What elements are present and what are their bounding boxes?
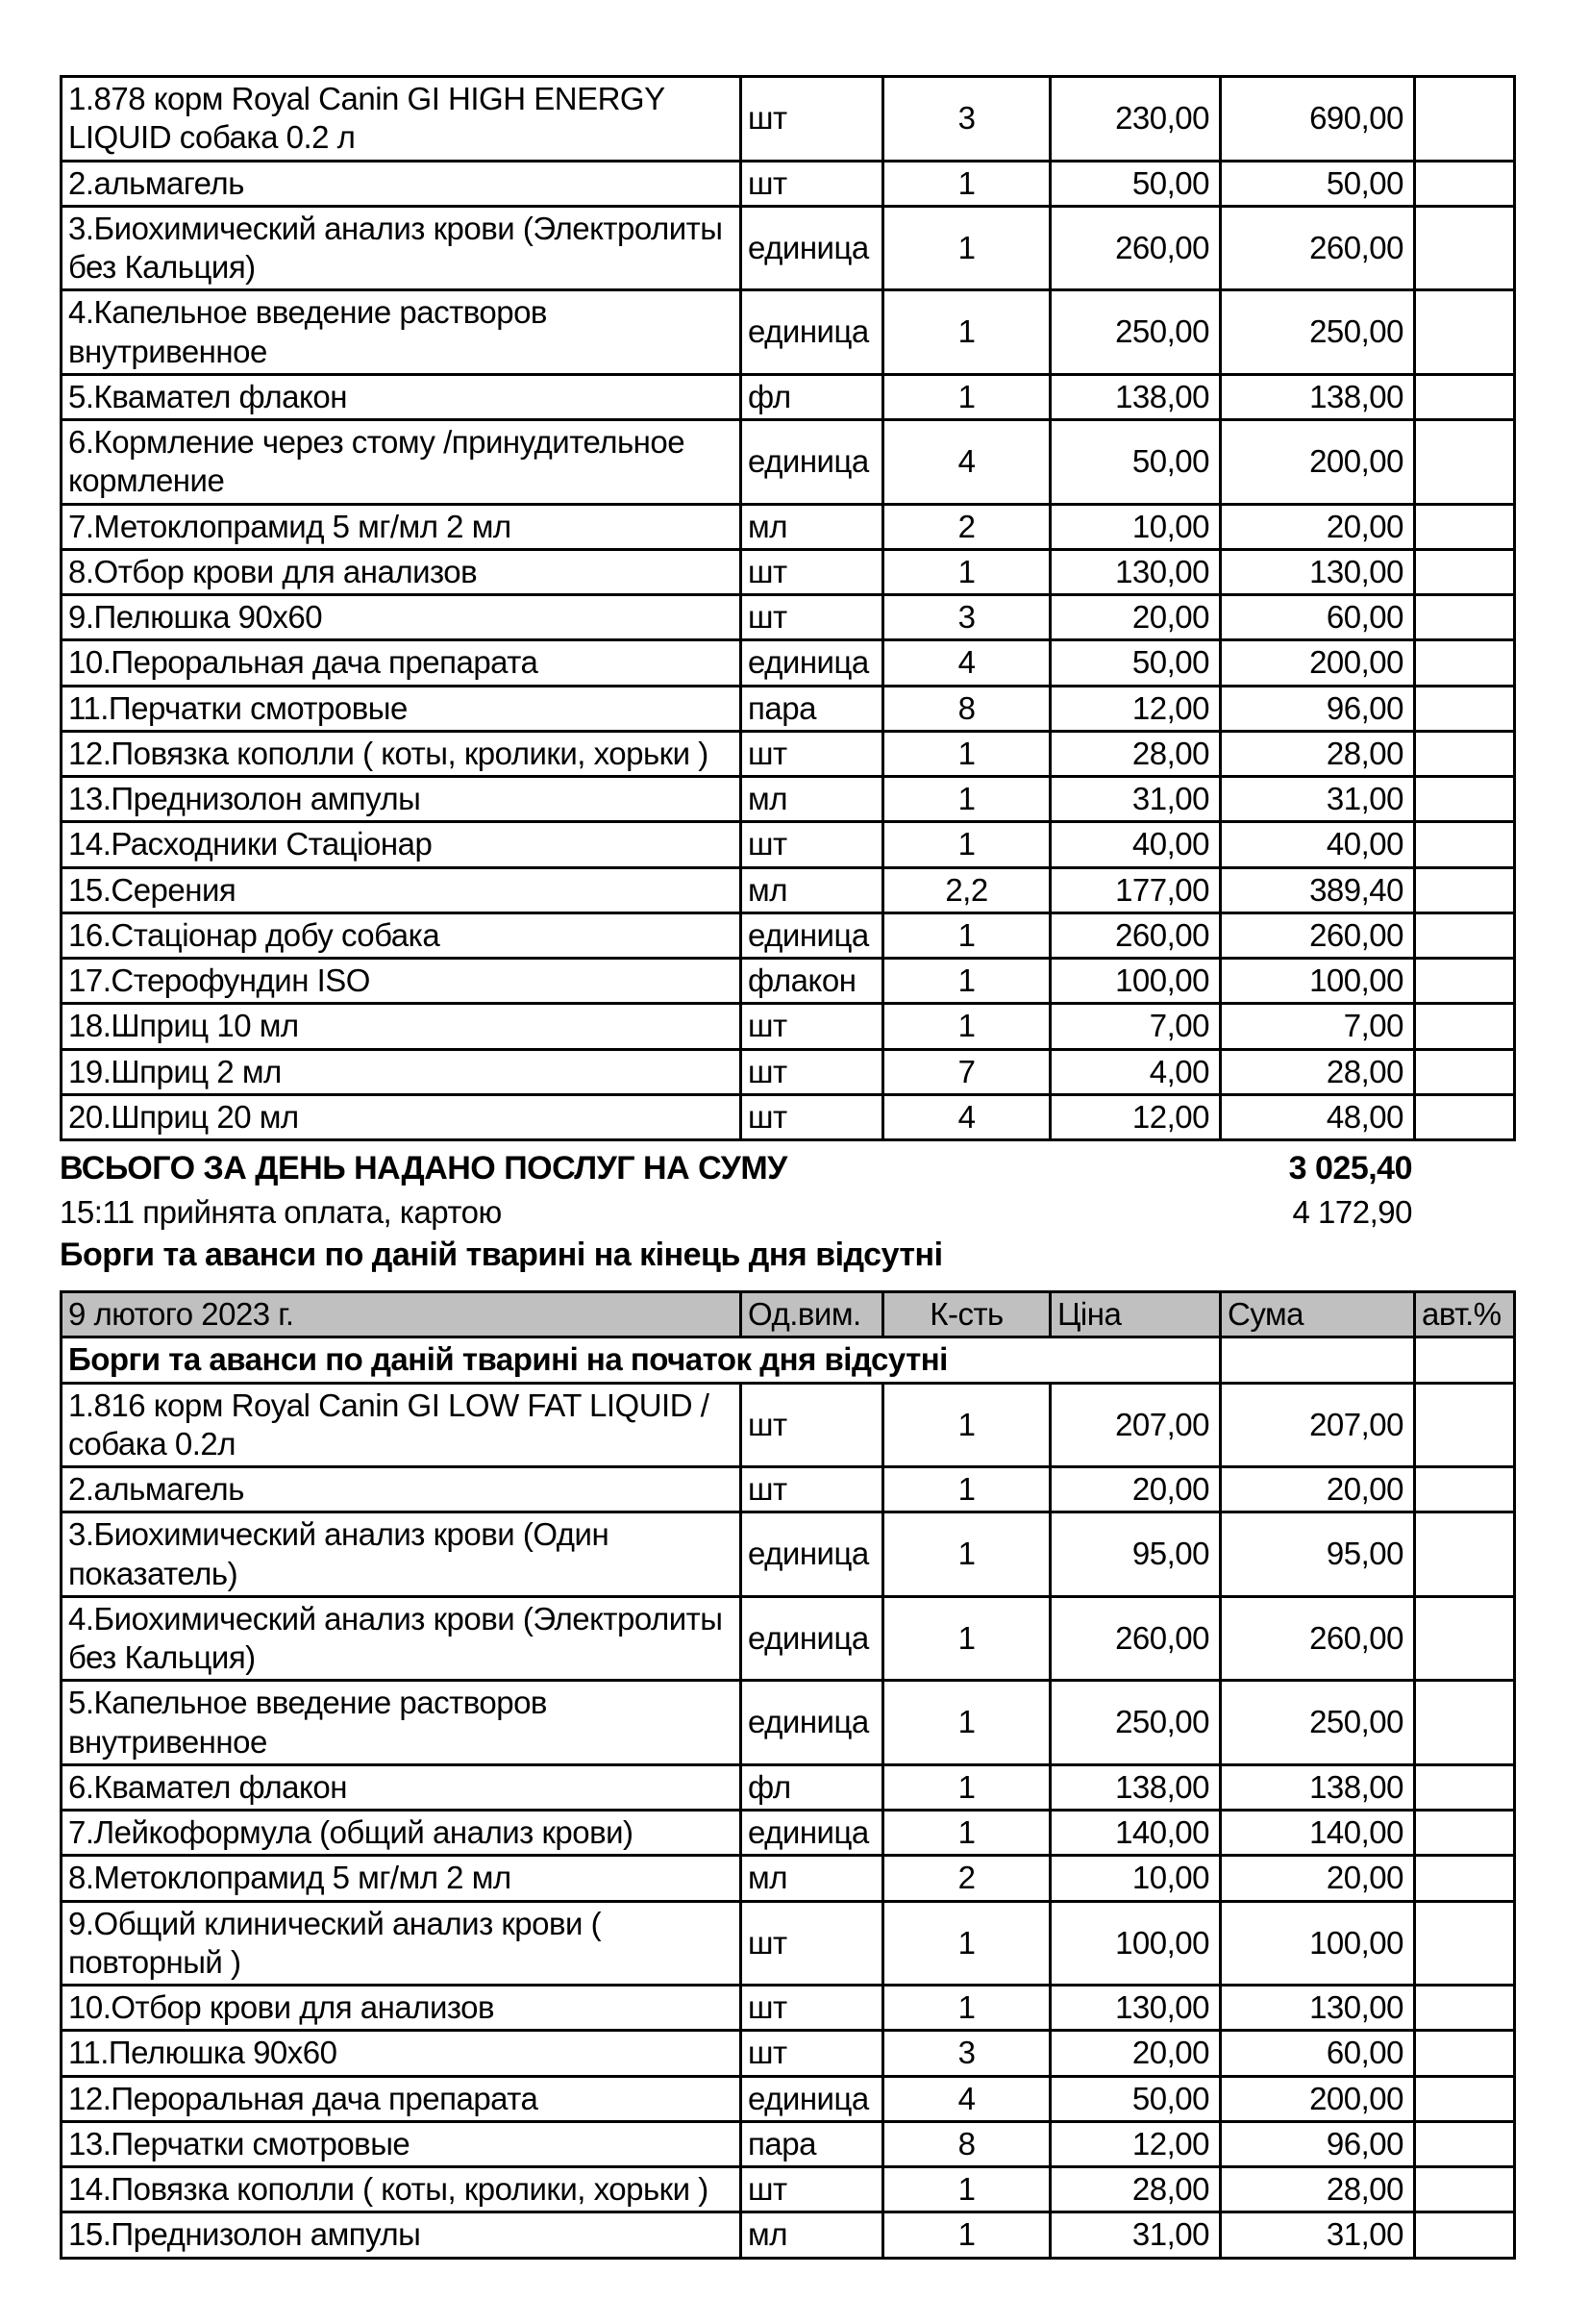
sum-cell: 60,00 [1221,2031,1415,2076]
item-name-cell: 14.Повязка кополли ( коты, кролики, хорьки ) [62,2167,741,2212]
services-table [60,75,1516,1141]
sum-cell: 207,00 [1221,1383,1415,1467]
sum-cell [1221,1337,1415,1383]
table-row [62,1811,1515,1856]
unit-cell: единица [741,1596,883,1681]
debts-end-note: Борги та аванси по даній тварині на кінець дня відсутні [60,1237,943,1273]
price-cell: 95,00 [1051,1512,1221,1597]
unit-cell: мл [741,504,883,549]
table-row [62,206,1515,290]
item-name-cell: 19.Шприц 2 мл [62,1049,741,1094]
price-cell: 7,00 [1051,1004,1221,1049]
auto-percent-cell [1415,1049,1515,1094]
qty-cell: 8 [883,2121,1051,2166]
table-row [62,822,1515,867]
price-cell: 10,00 [1051,1856,1221,1901]
table-row [62,731,1515,776]
item-name-cell: 13.Преднизолон ампулы [62,777,741,822]
sum-cell: 138,00 [1221,374,1415,419]
sum-cell: 96,00 [1221,2121,1415,2166]
table-row [62,1004,1515,1049]
price-cell: 50,00 [1051,420,1221,505]
item-name-cell: 5.Квамател флакон [62,374,741,419]
unit-cell: шт [741,1986,883,2031]
qty-cell: 1 [883,161,1051,206]
price-cell: 100,00 [1051,1901,1221,1986]
price-cell: 250,00 [1051,290,1221,375]
qty-cell: 2 [883,504,1051,549]
price-cell: 140,00 [1051,1811,1221,1856]
unit-cell: шт [741,161,883,206]
sum-cell: 20,00 [1221,1856,1415,1901]
debts-start-label: Борги та аванси по даній тварині на початок дня відсутні [62,1337,1221,1383]
unit-cell: шт [741,731,883,776]
unit-cell: фл [741,1764,883,1810]
price-cell: 138,00 [1051,374,1221,419]
auto-percent-cell [1415,1094,1515,1139]
table-row [62,777,1515,822]
table-row [62,2031,1515,2076]
qty-cell: 1 [883,912,1051,958]
price-cell: 230,00 [1051,77,1221,162]
auto-percent-cell [1415,1383,1515,1467]
price-cell: 138,00 [1051,1764,1221,1810]
auto-header-cell: авт.% [1415,1292,1515,1337]
auto-percent-cell [1415,420,1515,505]
qty-cell: 1 [883,2212,1051,2258]
payment-label: 15:11 прийнята оплата, картою [60,1193,502,1230]
price-cell: 177,00 [1051,867,1221,912]
sum-cell: 31,00 [1221,2212,1415,2258]
table-row [62,2121,1515,2166]
auto-percent-cell [1415,206,1515,290]
item-name-cell: 15.Серения [62,867,741,912]
unit-cell: мл [741,867,883,912]
unit-cell: единица [741,290,883,375]
unit-cell: шт [741,2167,883,2212]
item-name-cell: 9.Пелюшка 90х60 [62,595,741,640]
sum-cell: 200,00 [1221,420,1415,505]
price-cell: 50,00 [1051,640,1221,686]
qty-cell: 3 [883,595,1051,640]
table-row [62,2076,1515,2121]
item-name-cell: 20.Шприц 20 мл [62,1094,741,1139]
qty-cell: 1 [883,731,1051,776]
sum-cell: 28,00 [1221,1049,1415,1094]
item-name-cell: 12.Повязка кополли ( коты, кролики, хорьки ) [62,731,741,776]
item-name-cell: 14.Расходники Стаціонар [62,822,741,867]
unit-cell: мл [741,2212,883,2258]
unit-cell: единица [741,640,883,686]
sum-cell: 260,00 [1221,206,1415,290]
sum-cell: 200,00 [1221,2076,1415,2121]
auto-percent-cell [1415,822,1515,867]
item-name-cell: 8.Отбор крови для анализов [62,549,741,594]
auto-percent-cell [1415,595,1515,640]
auto-percent-cell [1415,1681,1515,1765]
qty-cell: 1 [883,1811,1051,1856]
qty-cell: 1 [883,1901,1051,1986]
price-cell: 31,00 [1051,2212,1221,2258]
unit-cell: единица [741,1811,883,1856]
qty-header-cell: К-сть [883,1292,1051,1337]
auto-percent-cell [1415,374,1515,419]
table-row [62,1986,1515,2031]
sum-cell: 28,00 [1221,731,1415,776]
table-row [62,420,1515,505]
auto-percent-cell [1415,1856,1515,1901]
item-name-cell: 2.альмагель [62,1467,741,1512]
price-cell: 31,00 [1051,777,1221,822]
qty-cell: 1 [883,1764,1051,1810]
qty-cell: 1 [883,206,1051,290]
unit-header-cell: Од.вим. [741,1292,883,1337]
item-name-cell: 18.Шприц 10 мл [62,1004,741,1049]
qty-cell: 1 [883,1467,1051,1512]
price-cell: 260,00 [1051,912,1221,958]
auto-percent-cell [1415,959,1515,1004]
unit-cell: шт [741,1383,883,1467]
table-row [62,549,1515,594]
payment-value: 4 172,90 [1292,1193,1412,1230]
sum-cell: 130,00 [1221,549,1415,594]
auto-percent-cell [1415,731,1515,776]
qty-cell: 2 [883,1856,1051,1901]
price-cell: 20,00 [1051,1467,1221,1512]
auto-percent-cell [1415,1512,1515,1597]
auto-percent-cell [1415,2121,1515,2166]
qty-cell: 1 [883,290,1051,375]
unit-cell: шт [741,595,883,640]
daily-total-value: 3 025,40 [1288,1150,1412,1187]
qty-cell: 1 [883,822,1051,867]
item-name-cell: 1.816 корм Royal Canin GI LOW FAT LIQUID / собака 0.2л [62,1383,741,1467]
item-name-cell: 10.Отбор крови для анализов [62,1986,741,2031]
auto-percent-cell [1415,640,1515,686]
auto-percent-cell [1415,2212,1515,2258]
qty-cell: 1 [883,1004,1051,1049]
item-name-cell: 12.Пероральная дача препарата [62,2076,741,2121]
qty-cell: 4 [883,2076,1051,2121]
price-cell: 260,00 [1051,206,1221,290]
sum-cell: 20,00 [1221,1467,1415,1512]
unit-cell: шт [741,1049,883,1094]
price-cell: 130,00 [1051,1986,1221,2031]
qty-cell: 1 [883,1596,1051,1681]
table-row [62,912,1515,958]
item-name-cell: 7.Метоклопрамид 5 мг/мл 2 мл [62,504,741,549]
sum-cell: 60,00 [1221,595,1415,640]
table-row [62,504,1515,549]
sum-cell: 96,00 [1221,686,1415,731]
qty-cell: 1 [883,959,1051,1004]
table-row [62,290,1515,375]
table-row [62,374,1515,419]
auto-percent-cell [1415,777,1515,822]
item-name-cell: 4.Капельное введение растворов внутривенное [62,290,741,375]
table-row [62,959,1515,1004]
auto-percent-cell [1415,1004,1515,1049]
price-cell: 20,00 [1051,2031,1221,2076]
table-row [62,1383,1515,1467]
price-cell: 10,00 [1051,504,1221,549]
auto-percent-cell [1415,1986,1515,2031]
daily-total-label: ВСЬОГО ЗА ДЕНЬ НАДАНО ПОСЛУГ НА СУМУ [60,1150,787,1187]
sum-cell: 100,00 [1221,959,1415,1004]
unit-cell: единица [741,206,883,290]
price-cell: 12,00 [1051,2121,1221,2166]
sum-cell: 690,00 [1221,77,1415,162]
sum-cell: 250,00 [1221,290,1415,375]
table-row [62,1049,1515,1094]
table-row [62,1596,1515,1681]
table-row [62,1094,1515,1139]
sum-cell: 260,00 [1221,912,1415,958]
sum-cell: 20,00 [1221,504,1415,549]
table-row [62,2212,1515,2258]
qty-cell: 1 [883,1383,1051,1467]
unit-cell: пара [741,686,883,731]
item-name-cell: 6.Квамател флакон [62,1764,741,1810]
day-summary [60,1147,1513,1277]
auto-percent-cell [1415,1596,1515,1681]
table-row [62,1901,1515,1986]
price-cell: 50,00 [1051,161,1221,206]
unit-cell: единица [741,420,883,505]
price-cell: 100,00 [1051,959,1221,1004]
item-name-cell: 1.878 корм Royal Canin GI HIGH ENERGY LIQUID собака 0.2 л [62,77,741,162]
unit-cell: флакон [741,959,883,1004]
item-name-cell: 9.Общий клинический анализ крови ( повторный ) [62,1901,741,1986]
unit-cell: мл [741,777,883,822]
item-name-cell: 11.Пелюшка 90х60 [62,2031,741,2076]
qty-cell: 1 [883,1681,1051,1765]
unit-cell: шт [741,822,883,867]
auto-percent-cell [1415,290,1515,375]
daily-total-line [60,1147,1513,1190]
qty-cell: 1 [883,777,1051,822]
unit-cell: единица [741,1512,883,1597]
auto-percent-cell [1415,1337,1515,1383]
table-row [62,1512,1515,1597]
price-cell: 207,00 [1051,1383,1221,1467]
sum-cell: 31,00 [1221,777,1415,822]
sum-cell: 50,00 [1221,161,1415,206]
table-row [62,77,1515,162]
sum-cell: 130,00 [1221,1986,1415,2031]
auto-percent-cell [1415,2167,1515,2212]
price-cell: 28,00 [1051,731,1221,776]
sum-cell: 7,00 [1221,1004,1415,1049]
sum-cell: 100,00 [1221,1901,1415,1986]
qty-cell: 4 [883,640,1051,686]
auto-percent-cell [1415,549,1515,594]
qty-cell: 1 [883,374,1051,419]
auto-percent-cell [1415,161,1515,206]
item-name-cell: 3.Биохимический анализ крови (Один показатель) [62,1512,741,1597]
qty-cell: 3 [883,77,1051,162]
price-cell: 4,00 [1051,1049,1221,1094]
table-row [62,161,1515,206]
sum-cell: 140,00 [1221,1811,1415,1856]
auto-percent-cell [1415,2076,1515,2121]
item-name-cell: 13.Перчатки смотровые [62,2121,741,2166]
table-row [62,1467,1515,1512]
sum-cell: 48,00 [1221,1094,1415,1139]
price-cell: 12,00 [1051,686,1221,731]
payment-line [60,1190,1513,1234]
unit-cell: фл [741,374,883,419]
auto-percent-cell [1415,1901,1515,1986]
qty-cell: 2,2 [883,867,1051,912]
unit-cell: шт [741,1094,883,1139]
price-cell: 250,00 [1051,1681,1221,1765]
unit-cell: шт [741,549,883,594]
auto-percent-cell [1415,2031,1515,2076]
unit-cell: единица [741,912,883,958]
qty-cell: 8 [883,686,1051,731]
price-cell: 50,00 [1051,2076,1221,2121]
auto-percent-cell [1415,686,1515,731]
table-row [62,867,1515,912]
sum-cell: 40,00 [1221,822,1415,867]
item-name-cell: 3.Биохимический анализ крови (Электролиты без Кальция) [62,206,741,290]
qty-cell: 4 [883,420,1051,505]
debts-start-row [62,1337,1515,1383]
price-cell: 12,00 [1051,1094,1221,1139]
item-name-cell: 15.Преднизолон ампулы [62,2212,741,2258]
item-name-cell: 11.Перчатки смотровые [62,686,741,731]
auto-percent-cell [1415,1764,1515,1810]
date-header-cell: 9 лютого 2023 г. [62,1292,741,1337]
unit-cell: шт [741,1901,883,1986]
qty-cell: 1 [883,549,1051,594]
price-cell: 28,00 [1051,2167,1221,2212]
sum-cell: 200,00 [1221,640,1415,686]
table-row [62,1764,1515,1810]
table-row [62,595,1515,640]
qty-cell: 1 [883,2167,1051,2212]
history-header-row [62,1292,1515,1337]
item-name-cell: 8.Метоклопрамид 5 мг/мл 2 мл [62,1856,741,1901]
auto-percent-cell [1415,504,1515,549]
unit-cell: единица [741,2076,883,2121]
qty-cell: 1 [883,1512,1051,1597]
qty-cell: 4 [883,1094,1051,1139]
item-name-cell: 4.Биохимический анализ крови (Электролиты без Кальция) [62,1596,741,1681]
sum-cell: 138,00 [1221,1764,1415,1810]
table-row [62,1856,1515,1901]
auto-percent-cell [1415,912,1515,958]
auto-percent-cell [1415,1811,1515,1856]
unit-cell: единица [741,1681,883,1765]
item-name-cell: 2.альмагель [62,161,741,206]
qty-cell: 7 [883,1049,1051,1094]
table-row [62,1681,1515,1765]
price-cell: 260,00 [1051,1596,1221,1681]
unit-cell: мл [741,1856,883,1901]
price-cell: 40,00 [1051,822,1221,867]
unit-cell: шт [741,1004,883,1049]
auto-percent-cell [1415,77,1515,162]
item-name-cell: 6.Кормление через стому /принудительное кормление [62,420,741,505]
table-row [62,640,1515,686]
sum-cell: 250,00 [1221,1681,1415,1765]
sum-cell: 28,00 [1221,2167,1415,2212]
sum-cell: 95,00 [1221,1512,1415,1597]
qty-cell: 3 [883,2031,1051,2076]
item-name-cell: 7.Лейкоформула (общий анализ крови) [62,1811,741,1856]
item-name-cell: 5.Капельное введение растворов внутривенное [62,1681,741,1765]
unit-cell: шт [741,77,883,162]
sum-header-cell: Сума [1221,1292,1415,1337]
qty-cell: 1 [883,1986,1051,2031]
price-header-cell: Ціна [1051,1292,1221,1337]
auto-percent-cell [1415,1467,1515,1512]
table-row [62,2167,1515,2212]
auto-percent-cell [1415,867,1515,912]
item-name-cell: 17.Стерофундин ISO [62,959,741,1004]
price-cell: 130,00 [1051,549,1221,594]
sum-cell: 260,00 [1221,1596,1415,1681]
item-name-cell: 10.Пероральная дача препарата [62,640,741,686]
sum-cell: 389,40 [1221,867,1415,912]
table-row [62,686,1515,731]
unit-cell: пара [741,2121,883,2166]
history-table [60,1290,1516,2260]
unit-cell: шт [741,1467,883,1512]
unit-cell: шт [741,2031,883,2076]
invoice-document [60,75,1513,2260]
price-cell: 20,00 [1051,595,1221,640]
item-name-cell: 16.Стаціонар добу собака [62,912,741,958]
